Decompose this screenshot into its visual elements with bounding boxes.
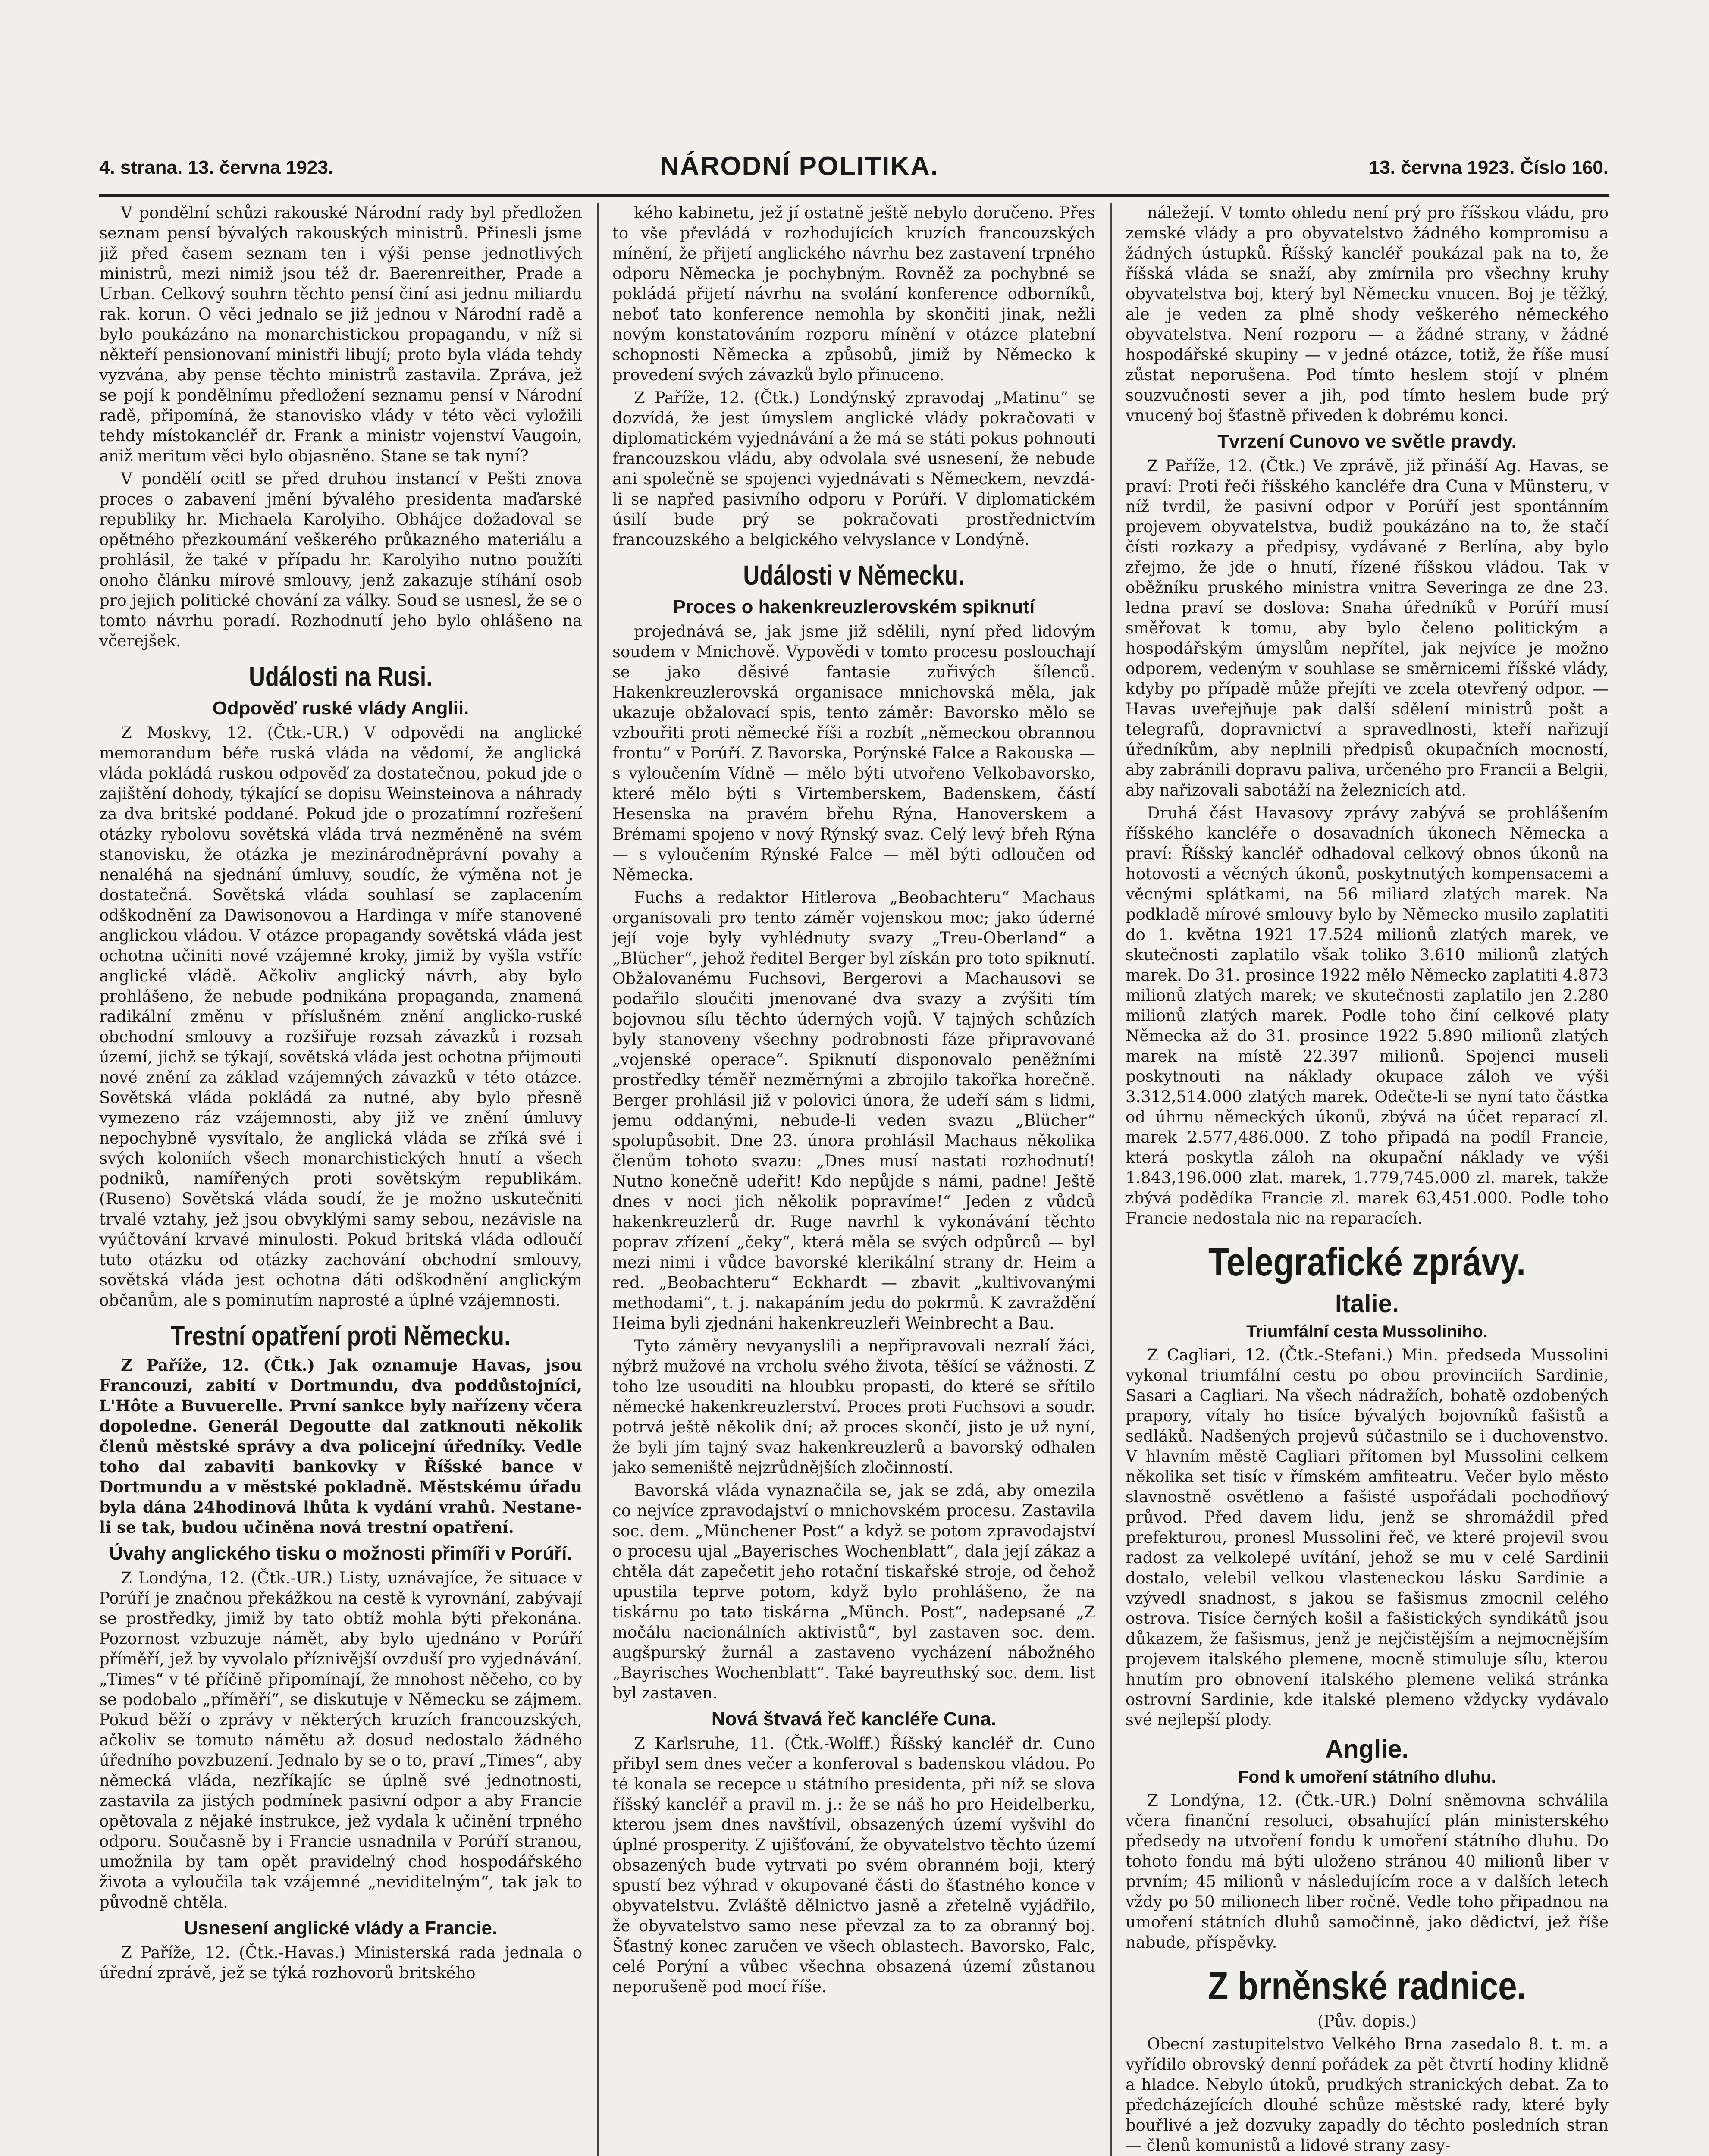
page-number-date: 4. strana. 13. června 1923. — [99, 157, 334, 178]
article-subheading: Proces o hakenkreuzlerovském spiknutí — [673, 596, 1035, 617]
section-heading: Z brněnské radnice. — [1207, 1964, 1527, 2008]
article-paragraph: Z Londýna, 12. (Čtk.-UR.) Listy, uznávajíce, že situace v Porúří je značnou překážkou na cestě k vyrovnání, zabývají se prostředky, jimiž by tato obtíž mohla býti překonána. Pozornost vzbuzuje námět, aby bylo ujednáno v Porúří příměří, jež by vyvolalo příznivější ovzduší pro vyjednávání. „Times“ v té příčině připomínají, že mnohost něčeho, co by se podobalo „příměří“, se diskutuje v Německu se zájmem. Pokud běží o zprávy v některých kruzích francouzských, ačkoliv se tomuto námětu až dosud nedostalo žádného úředního povzbuzení. Jednalo by se o to, praví „Times“, aby německá vláda, nezříkajíc se úplně své jednotnosti, zastavila za jistých podmínek pasivní odpor a aby Francie opětovala z nějaké instrukce, jež vydala k učinění trpného odporu. Současně by i Francie usnadnila v Porúří stranou, umožnila by tam opět pravidelný chod hospodářského života a vyloučila tak vzájemné „neviditelným“, tak jak to původně chtěla. — [99, 1569, 582, 1912]
article-paragraph: Obecní zastupitelstvo Velkého Brna zasedalo 8. t. m. a vyřídilo obrovský denní pořádek za pět čtvrtí hodiny klidně a hladce. Nebylo útoků, prudkých stranických debat. Za to předcházejících dlouhé schůze městské rady, které byly bouřlivé a jež dozvuky zapadly do těchto posledních stran — členů komunistů a lidové strany zasy- — [1126, 2035, 1609, 2155]
article-subheading: Triumfální cesta Mussoliniho. — [1246, 1322, 1488, 1341]
country-heading: Anglie. — [1325, 1735, 1409, 1763]
article-subheading: Usnesení anglické vlády a Francie. — [184, 1918, 498, 1939]
article-paragraph: Fuchs a redaktor Hitlerova „Beobachteru“ Machaus organisovali pro tento záměr vojenskou moc; jako úderné její voje byly vyhlédnuty svazy „Treu-Oberland“ a „Blücher“, jehož ředitel Berger byl získán pro toto spiknutí. Obžalovanému Fuchsovi, Bergerovi a Machausovi se podařilo sloučiti jmenované dva svazy a zvýšiti tím bojovnou sílu těchto úderných vojů. V tajných schůzích byly stanoveny všechny podrobnosti fáze připravované „vojenské operace“. Spiknutí disponovalo peněžními prostředky téměř nezměrnými a zbrojilo takořka horečně. Berger prohlásil již v polovici února, že udeří sám s lidmi, jemu oddanými, nebude-li veden svazu „Blücher“ spolupůsobit. Dne 23. února prohlásil Machaus několika členům tohoto svazu: „Dnes musí nastati rozhodnutí! Nutno konečně udeřit! Kdo nepůjde s námi, padne! Ještě dnes v noci jich několik popravíme!“ Jeden z vůdců hakenkreuzlerů dr. Ruge navrhl k vykonávání těchto poprav zřízení „čeky“, která měla se svých odpůrců — byl mezi nimi i vůdce bavorské klerikální strany dr. Heim a red. „Beobachteru“ Eckhardt — zbavit „kultivovanými methodami“, t. j. nakapáním jedu do pokrmů. K zavraždění Heima byli zjednáni hakenkreuzleři Weinbrecht a Bau. — [612, 888, 1095, 1332]
article-paragraph: Tyto záměry nevyanyslili a nepřipravovali nezralí žáci, nýbrž mužové na vrcholu svého života, těšící se vážnosti. Z toho lze usouditi na hloubku propasti, do které se sřítilo německé hakenkreuzlerství. Proces proti Fuchsovi a soudr. potrvá ještě několik dní; až proces skončí, jisto je už nyní, že byli jím tajný svaz hakenkreuzlerů a bavorský odhalen jako semeniště nejzrůdnějších zločinností. — [612, 1337, 1095, 1477]
article-paragraph: Z Londýna, 12. (Čtk.-UR.) Dolní sněmovna schválila včera finanční resoluci, obsahující plán ministerského předsedy na utvoření fondu k umoření státního dluhu. Do tohoto fondu má býti uloženo stránou 40 milionů liber v prvním; 45 milionů v následujícím roce a v dalších letech vždy po 50 milionech liber ročně. Vedle toho připadnou na umoření státních dluhů samočinně, jako dědictví, jež říše nabude, příspěvky. — [1126, 1791, 1609, 1952]
column-3 — [1126, 203, 1609, 2156]
article-paragraph: Bavorská vláda vynaznačila se, jak se zdá, aby omezila co nejvíce zpravodajství o mnichovském procesu. Zastavila soc. dem. „Münchener Post“ a když se potom zpravodajství o procesu ujal „Bayerisches Wochenblatt“, dala její zákaz a chtěla dát zapečetit jeho rotační tiskařské stroje, od čehož upustila teprve potom, když bylo prohlášeno, že na tiskárnu po tato tiskárna „Münch. Post“, nadepsané „Z močálu nacionálních aktivistů“, byl zastaven soc. dem. augšpurský žurnál a zastaveno vycházení nábožného „Bayrisches Wochenblatt“. Také bayreuthský soc. dem. list byl zastaven. — [612, 1481, 1095, 1702]
section-heading: Události v Německu. — [743, 560, 965, 591]
article-paragraph: Z Karlsruhe, 11. (Čtk.-Wolff.) Říšský kancléř dr. Cuno přibyl sem dnes večer a konferoval s badenskou vládou. Po té konala se recepce u státního presidenta, při níž se slova říšský kancléř a pravil m. j.: že se náš ho pro Heidelberku, kterou jsem dnes navštívil, obsazených území vyšvihl do úplné prosperity. Z ujišťování, že obyvatelstvo těchto území obsazených bude vytrvati po svém obranném boji, který spustí bez výhrad v okupované části do šťastného konce v obyvatelstvu. Zvláště dělnictvo jasně a zřetelně vyjádřilo, že obyvatelstvo samo nese převzal za to za obranný boj. Šťastný konec zaručen ve všech oblastech. Bavorsko, Falc, celé Porýní a vůbec všechna obsazená území zůstanou neporušeně pod mocí říše. — [612, 1734, 1095, 1996]
article-paragraph: Z Paříže, 12. (Čtk.) Jak oznamuje Havas, jsou Francouzi, zabití v Dortmundu, dva poddůstojníci, L'Hôte a Buvuerelle. První sankce byly nařízeny včera dopoledne. Generál Degoutte dal zatknouti několik členů městské správy a dva policejní úředníky. Vedle toho dal zabaviti bankovky v Říšské bance v Dortmundu a v městské pokladně. Městskému úřadu byla dána 24hodinová lhůta k vydání vrahů. Nestane-li se tak, budou učiněna nová trestní opatření. — [99, 1356, 582, 1537]
page-header — [99, 151, 1609, 190]
article-paragraph: projednává se, jak jsme již sdělili, nyní před lidovým soudem v Mnichově. Vypovědi v tomto procesu poslouchají se jako děsivé fantasie zuřivých šílenců. Hakenkreuzlerovská organisace mnichovská měla, jak ukazuje obžalovací spis, tento záměr: Bavorsko mělo se vzbouřiti proti německé říši a rozbít „německou obrannou frontu“ v Porúří. Z Bavorska, Porýnské Falce a Rakouska — s vyloučením Vídně — mělo býti utvořeno Velkobavorsko, které mělo býti s Virtemberskem, Badenskem, částí Hesenska na pravém břehu Rýna, Hanoverskem a Brémami spojeno v nový Rýnský svaz. Celý levý břeh Rýna — s vyloučením Rýnské Falce — měl býti odloučen od Německa. — [612, 622, 1095, 884]
article-subheading: Nová štvavá řeč kancléře Cuna. — [711, 1708, 997, 1730]
section-heading: Události na Rusi. — [249, 661, 433, 692]
column-divider — [1110, 203, 1112, 2156]
article-subheading: Fond k umoření státního dluhu. — [1238, 1767, 1496, 1786]
article-paragraph: Z Paříže, 12. (Čtk.-Havas.) Ministerská rada jednala o úřední zprávě, jež se týká rozhovorů britského — [99, 1943, 582, 1982]
article-paragraph: kého kabinetu, jež jí ostatně ještě nebylo doručeno. Přes to vše převládá v rozhodujících kruzích francouzských mínění, že přijetí anglického návrhu bez zastavení trpného odporu Německa je pochybným. Rovněž za pochybné se pokládá přijetí návrhu na svolání konference odborníků, neboť tato konference nemohla by skončiti jinak, nežli novým konstatováním rozporu mínění v otázce platební schopnosti Německa a způsobů, jimiž by Německo k provedení svých závazků bylo přinuceno. — [612, 204, 1095, 384]
issue-date-number: 13. června 1923. Číslo 160. — [1369, 157, 1609, 178]
article-paragraph: Z Moskvy, 12. (Čtk.-UR.) V odpovědi na anglické memorandum béře ruská vláda na vědomí, že anglická vláda pokládá ruskou odpověď za dostatečnou, pokud jde o zajištění dohody, týkající se dopisu Weinsteinova a náhrady za dva britské poddané. Pokud jde o prozatímní rozřešení otázky rybolovu sovětská vláda trvá nezměněně na svém stanovisku, že otázka je mezinárodněprávní povahy a nenaléhá na sjednání úmluvy, soudíc, že výměna not je dostatečná. Sovětská vláda souhlasí se zaplacením odškodnění za Dawisonovou a Hardinga v míře stanovené anglickou vládou. V otázce propagandy sovětská vláda jest ochotna učiniti nové vzájemné kroky, jimiž by vyšla vstříc anglické vládě. Ačkoliv anglický návrh, aby bylo prohlášeno, že nebude podnikána propaganda, znamená radikální změnu v příslušném znění anglicko-ruské obchodní smlouvy a rozšiřuje rozsah závazků i rozsah území, jichž se týkají, sovětská vláda jest ochotna přijmouti nové znění za základ vzájemných závazků v této otázce. Sovětská vláda pokládá za nutné, aby bylo přesně vymezeno ráz vzájemnosti, aby již ve znění úmluvy nepochybně vysvítalo, že anglická vláda se zříká své i svých koloniích všech monarchistických hnutí a všech podniků, namířených proti sovětským republikám. (Ruseno) Sovětská vláda soudí, že je možno uskutečniti trvalé vztahy, jež jsou obvyklými samy sebou, nezávisle na vyúčtování krvavé minulosti. Pokud britská vláda odloučí tuto otázku od otázky zachování obchodní smlouvy, sovětská vláda jest ochotna dáti odškodnění anglickým občanům, ale s pominutím naprosté a úplné vzájemnosti. — [99, 724, 582, 1310]
column-1 — [99, 203, 582, 2156]
article-subheading: Tvrzení Cunovo ve světle pravdy. — [1217, 431, 1517, 452]
article-subheading: Odpověď ruské vlády Anglii. — [212, 698, 469, 719]
section-heading: Telegrafické zprávy. — [1208, 1240, 1526, 1284]
article-paragraph: Z Cagliari, 12. (Čtk.-Stefani.) Min. předseda Mussolini vykonal triumfální cestu po obou provinciích Sardinie, Sasari a Cagliari. Na všech nádražích, bohatě ozdobených prapory, vítaly ho tisíce bývalých bojovníků fašistů a sedláků. Nadšených projevů súčastnilo se i duchovenstvo. V hlavním městě Cagliari přítomen byl Mussolini celkem několika set tisíc v římském amfiteatru. Večer bylo město slavnostně osvětleno a fašisté uspořádali pochodňový průvod. Před davem lidu, jenž se shromáždil před prefekturou, pronesl Mussolini řeč, ve které projevil svou radost za velkolepé uvítání, jehož se mu v celé Sardinii dostalo, velebil velkou vlasteneckou lásku Sardinie a vzývedl snadnost, s jakou se fašismus zmocnil celého ostrova. Tisíce černých košil a fašistických syndikátů jsou důkazem, že fašismus, jenž je nejčistějším a nejmocnějším projevem italského plemene, mocně stimuluje sílu, kterou hnutím pro obnovení italského plemene veliká stránka ostrovní Sardinie, kde italské plemeno vždycky vydávalo své nejlepší plody. — [1126, 1346, 1609, 1729]
country-heading: Italie. — [1335, 1290, 1399, 1318]
section-heading: Trestní opatření proti Německu. — [171, 1320, 511, 1351]
article-paragraph: náležejí. V tomto ohledu není prý pro říšskou vládu, pro zemské vlády a pro obyvatelstvo žádného kompromisu a žádných ústupků. Říšský kancléř poukázal pak na to, že říšská vláda se snaží, aby zmírnila pro všechny kruhy obyvatelstva boj, který byl Německu vnucen. Boj je těžký, ale je veden za plně shody veškerého německého obyvatelstva. Není rozporu — a žádné strany, v žádné hospodářské skupiny — v jedné otázce, totiž, že říše musí zůstat neporušena. Pod tímto heslem stojí v plném souzvučnosti sever a jih, pod tímto heslem bude prý vnucený boj šťastně přiveden k dobrému konci. — [1126, 204, 1609, 425]
article-subheading: Úvahy anglického tisku o možnosti přimíři v Porúří. — [109, 1543, 572, 1564]
article-paragraph: Z Paříže, 12. (Čtk.) Ve zprávě, již přináší Ag. Havas, se praví: Proti řeči říšského kancléře dra Cuna v Münsteru, v níž tvrdil, že pasivní odpor v Porúří jest spontánním projevem obyvatelstva, budiž poukázáno na to, že stačí čísti rozkazy a předpisy, vydávané z Berlína, aby bylo zřejmo, že jde o hnutí, řízené říšskou vládou. Tak v oběžníku pruského ministra vnitra Severinga ze dne 23. ledna praví se doslova: Snaha úředníků v Porúří musí směřovat k tomu, aby bylo čeleno politickým a hospodářským úmyslům nepřítel, jak nejvíce je možno odporem, vedeným v souhlase se směrnicemi říšské vlády, kdyby po případě může přejíti ve zcela otevřený odpor. — Havas uveřejňuje pak další sdělení ministrů pošt a telegrafů, dopravnictví a spravedlnosti, kteří nařizují úředníkům, aby neplnili předpisů okupačních mocností, aby zabránili dopravu paliva, určeného pro Francii a Belgii, aby nařizovali sabotáží na železnicích atd. — [1126, 457, 1609, 799]
newspaper-title: NÁRODNÍ POLITIKA. — [660, 151, 939, 181]
column-2 — [612, 203, 1095, 2156]
article-paragraph: Druhá část Havasovy zprávy zabývá se prohlášením říšského kancléře o dosavadních úkonech Německa a praví: Říšský kancléř odhadoval celkový obnos úkonů na hotovosti a věcných úkonů, poskytnutých kompensacemi a věcnými splátkami, na 56 miliard zlatých marek. Na podkladě mírové smlouvy bylo by Německo musilo zaplatiti do 1. května 1921 17.524 milionů zlatých marek, ve skutečnosti zaplatilo však toliko 3.610 milionů zlatých marek. Do 31. prosince 1922 mělo Německo zaplatiti 4.873 milionů zlatých marek; ve skutečnosti zaplatilo jen 2.280 milionů zlatých marek. Podle toho činí celkové platy Německa až do 31. prosince 1922 5.890 milionů zlatých marek na místě 22.397 milionů. Spojenci museli poskytnouti na náklady okupace záloh ve výši 3.312,514.000 zlatých marek. Odečte-li se nyní tato částka od úhrnu německých úkonů, zbývá na účet reparací zl. marek 2.577,486.000. Z toho připadá na podíl Francie, která poskytla záloh na okupační náklady ve výši 1.843,196.000 zlat. marek, 1.779,745.000 zl. marek, takže zbývá podědíka Francie zl. marek 63,451.000. Podle toho Francie nedostala nic na reparacích. — [1126, 804, 1609, 1228]
article-paragraph: V pondělí ocitl se před druhou instancí v Pešti znova proces o zabavení jmění bývalého presidenta maďarské republiky hr. Michaela Karolyiho. Obhájce dožadoval se opětného přezkoumání veškerého průkazného materiálu a prohlásil, že také v případu hr. Karolyiho nutno použíti onoho článku mírové smlouvy, jenž zakazuje stíhání osob pro jejich politické chování za války. Soud se usnesl, že se o tomto návrhu poradí. Rozhodnutí jeho bylo ohlášeno na včerejšek. — [99, 470, 582, 650]
column-divider — [597, 203, 599, 2156]
article-paragraph: V pondělní schůzi rakouské Národní rady byl předložen seznam pensí bývalých rakouských ministrů. Přinesli jsme již před časem seznam ten i výši pense jednotlivých ministrů, mezi nimiž jsou též dr. Baerenreither, Prade a Urban. Celkový souhrn těchto pensí činí asi jednu miliardu rak. korun. O věci jednalo se již jednou v Národní radě a bylo poukázáno na monarchistickou propagandu, v níž si někteří pensionovaní ministři libují; proto byla vláda tehdy vyzvána, aby pense těchto ministrů zastavila. Zpráva, jež se pojí k pondělnímu předložení seznamu pensí v Národní radě, připomíná, že stanovisko vlády v této věci vyložili tehdy místokancléř dr. Frank a ministr vojenství Vaugoin, aniž meritum věci bylo objasněno. Stane se tak nyní? — [99, 204, 582, 465]
article-paragraph: Z Paříže, 12. (Čtk.) Londýnský zpravodaj „Matinu“ se dozvídá, že jest úmyslem anglické vlády pokračovati v diplomatickém vyjednávání a že má se státi pokus pohnouti francouzskou vládu, aby odvolala své usnesení, že nebude ani společně se spojenci vyjednávati s Německem, nevzdá-li se napřed pasivního odporu v Porúří. V diplomatickém úsilí bude prý se pokračovati prostřednictvím francouzského a belgického velvyslance v Londýně. — [612, 389, 1095, 549]
source-note: (Pův. dopis.) — [1317, 2012, 1417, 2031]
header-rule — [99, 194, 1609, 197]
